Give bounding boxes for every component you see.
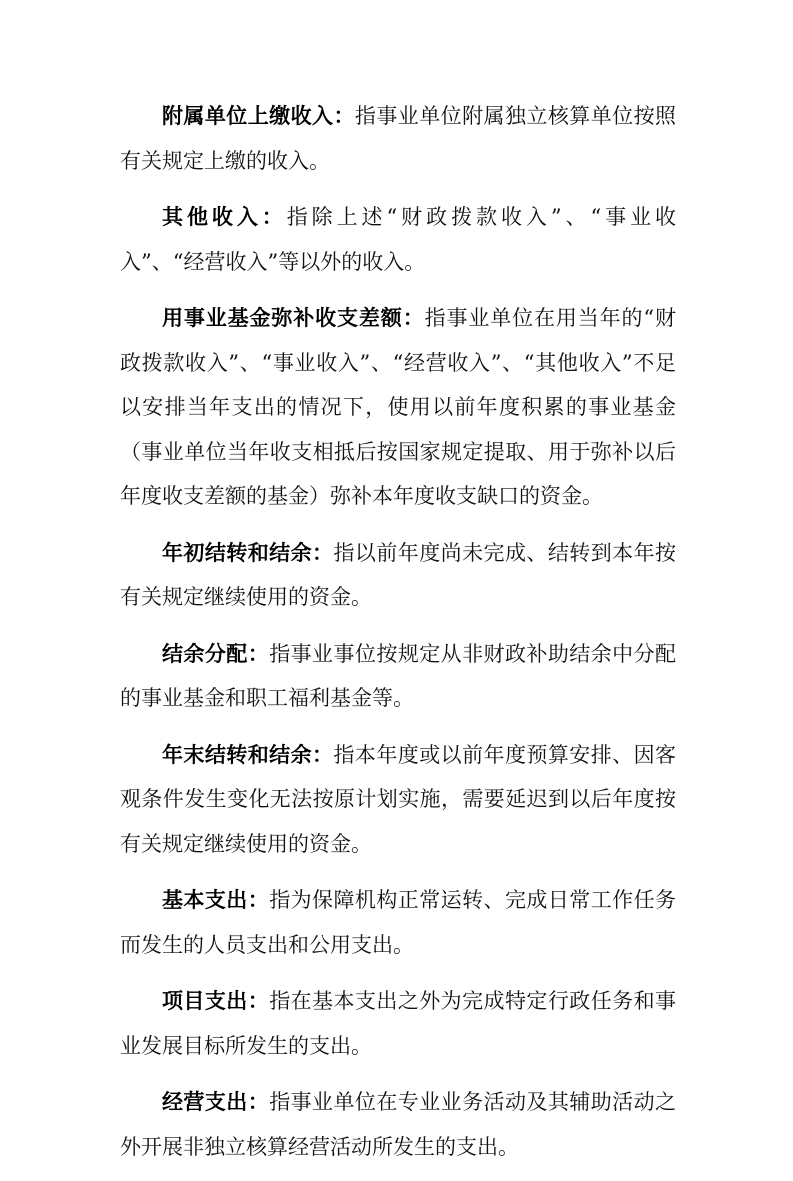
glossary-entry-basic-expenditure [120, 878, 676, 967]
term-colon: ： [312, 540, 334, 565]
term: 附属单位上缴收入 [162, 104, 334, 128]
term-colon: ： [333, 104, 355, 128]
glossary-entry-other-income [120, 195, 676, 284]
glossary-entry-operating-expenditure [120, 1080, 676, 1169]
term-colon: ： [247, 641, 270, 666]
term-colon: ： [247, 1090, 270, 1114]
definition: 指在基本支出之外为完成特定行政任务和事业发展目标所发生的支出。 [120, 989, 677, 1058]
glossary-entry-fund-offset [120, 296, 676, 519]
term: 基本支出 [162, 888, 248, 912]
definition: 指事业单位在用当年的“财政拨款收入”、“事业收入”、“经营收入”、“其他收入”不足以安排当年支出的情况下，使用以前年度积累的事业基金（事业单位当年收支相抵后按国家规定提取、用于弥补以后年度收支差额的基金）弥补本年度收支缺口的资金。 [120, 306, 676, 508]
definition: 指事业事位按规定从非财政补助结余中分配的事业基金和职工福利基金等。 [120, 641, 677, 710]
term-colon: ： [247, 888, 270, 912]
term-colon: ： [247, 989, 270, 1013]
document-page [120, 94, 676, 1181]
term: 结余分配 [162, 641, 248, 666]
term: 年初结转和结余 [162, 540, 313, 565]
glossary-entry-surplus-distribution [120, 632, 676, 721]
term: 经营支出 [162, 1090, 248, 1114]
glossary-entry-closing-balance [120, 733, 676, 867]
definition: 指事业单位附属独立核算单位按照有关规定上缴的收入。 [120, 104, 677, 173]
glossary-entry-opening-balance [120, 531, 676, 620]
glossary-entry-affiliated-remittance [120, 94, 676, 183]
term: 其他收入 [162, 205, 262, 229]
definition: 指以前年度尚未完成、结转到本年按有关规定继续使用的资金。 [120, 540, 677, 609]
term: 项目支出 [162, 989, 248, 1013]
term: 年末结转和结余 [162, 742, 313, 767]
term: 用事业基金弥补收支差额 [162, 306, 403, 330]
definition: 指为保障机构正常运转、完成日常工作任务而发生的人员支出和公用支出。 [120, 888, 677, 957]
definition: 指本年度或以前年度预算安排、因客观条件发生变化无法按原计划实施，需要延迟到以后年度按有关规定继续使用的资金。 [120, 742, 677, 856]
term-colon: ： [261, 205, 287, 229]
glossary-entry-project-expenditure [120, 979, 676, 1068]
term-colon: ： [402, 306, 425, 330]
term-colon: ： [312, 742, 334, 767]
definition: 指除上述“财政拨款收入”、“事业收入”、“经营收入”等以外的收入。 [120, 205, 677, 274]
definition: 指事业单位在专业业务活动及其辅助活动之外开展非独立核算经营活动所发生的支出。 [120, 1090, 677, 1159]
